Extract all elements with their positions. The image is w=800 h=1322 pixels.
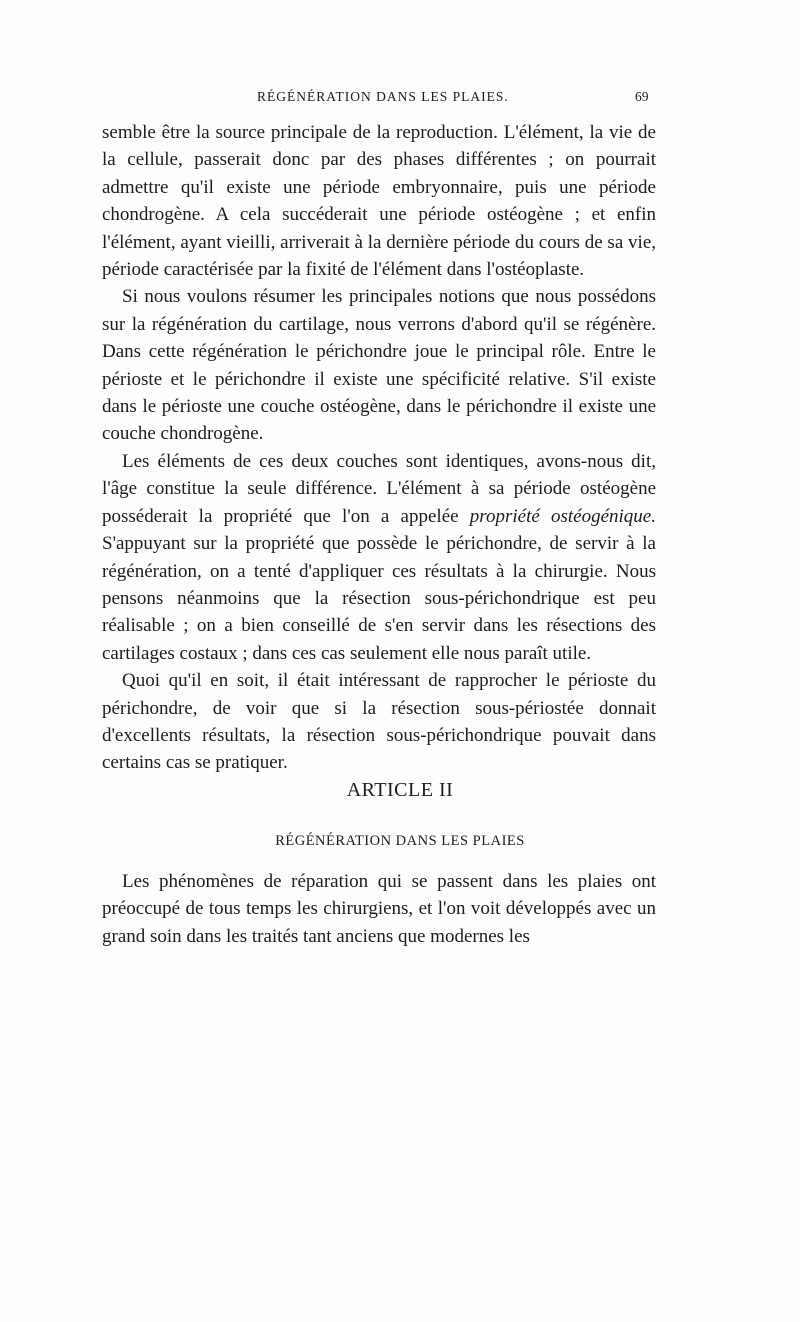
paragraph-3: [102, 448, 656, 667]
paragraph-2: Si nous voulons résumer les principales notions que nous possédons sur la régénération du cartilage, nous verrons d'abord qu'il se régénère. Dans cette régénération le périchondre joue le principal rôle. Entre le périoste et le périchondre il existe une spécificité relative. S'il existe dans le périoste une couche ostéogène, dans le périchondre il existe une couche chondrogène.: [102, 286, 656, 445]
paragraph-1: semble être la source principale de la reproduction. L'élément, la vie de la cellule, passerait donc par des phases différentes ; on pourrait admettre qu'il existe une période embryonnaire, puis une période chondrogène. A cela succéderait une période ostéogène ; et enfin l'élément, ayant vieilli, arriverait à la dernière période du cours de sa vie, période caractérisée par la fixité de l'élément dans l'ostéoplaste.: [102, 122, 656, 281]
article-heading: ARTICLE II: [346, 779, 454, 801]
page-number: 69: [635, 89, 649, 104]
body-text-section-2: [102, 868, 656, 950]
paragraph-3-text-b: S'appuyant sur la propriété que possède le périchondre, de servir à la régénération, on a tenté d'appliquer ces résultats à la chirurgie. Nous pensons néanmoins que la résection sous-périchondrique est peu réalisable ; on a bien conseillé de s'en servir dans les résections des cartilages costaux ; dans ces cas seulement elle nous paraît utile.: [102, 533, 656, 664]
article-subheading: RÉGÉNÉRATION DANS LES PLAIES: [275, 833, 525, 849]
paragraph-3-emphasis: propriété ostéogénique.: [469, 505, 656, 527]
body-text-section-1: [102, 119, 656, 777]
paragraph-4: Quoi qu'il en soit, il était intéressant de rapprocher le périoste du périchondre, de voir que si la résection sous-périostée donnait d'excellents résultats, la résection sous-périchondrique pouvait dans certains cas se pratiquer.: [102, 670, 656, 774]
running-head: RÉGÉNÉRATION DANS LES PLAIES.: [257, 89, 509, 104]
paragraph-5: Les phénomènes de réparation qui se passent dans les plaies ont préoccupé de tous temps les chirurgiens, et l'on voit développés avec un grand soin dans les traités tant anciens que modernes les: [102, 871, 656, 947]
paragraph-3-text-a: Les éléments de ces deux couches sont identiques, avons-nous dit, l'âge constitue la seule différence. L'élément à sa période ostéogène posséderait la propriété que l'on a appelée: [102, 450, 656, 527]
